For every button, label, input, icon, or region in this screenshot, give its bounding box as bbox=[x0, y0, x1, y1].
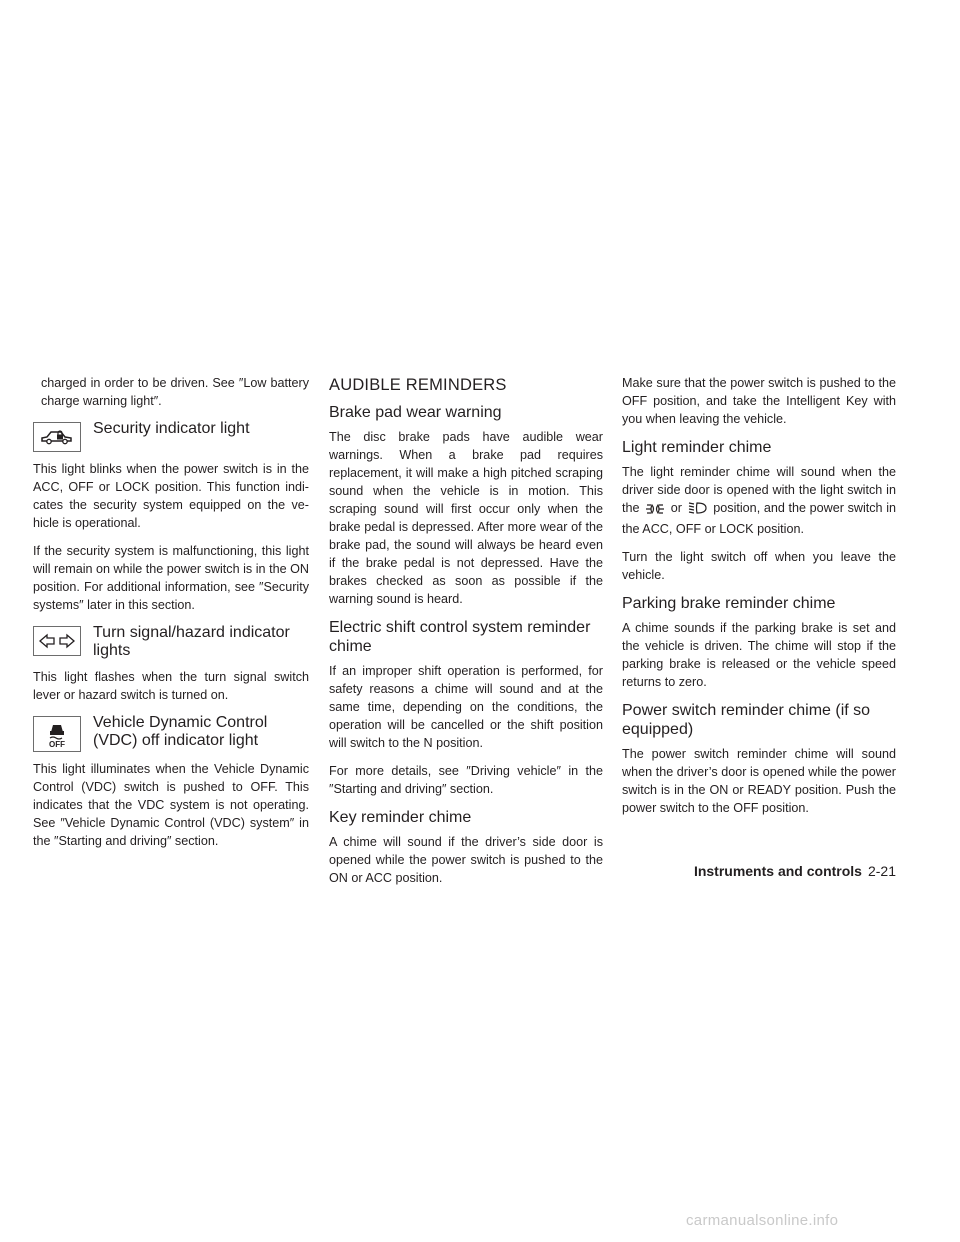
light-reminder-paragraph-2: Turn the light switch off when you leave the vehicle. bbox=[622, 550, 896, 582]
turn-signal-heading bbox=[33, 624, 309, 660]
turn-signal-arrows-icon bbox=[33, 626, 81, 656]
security-paragraph-2: If the security system is malfunctioning, this light will remain on while the power switch is in the ON position. For additional information, see ″Security systems″ later in this section. bbox=[33, 544, 309, 612]
security-indicator-title: Security indicator light bbox=[93, 420, 250, 437]
security-paragraph-1: This light blinks when the power switch is in the ACC, OFF or LOCK position. This function indi-cates the security system equipped on the ve-hicle is operational. bbox=[33, 462, 309, 530]
light-reminder-text-b: position, and the power switch in the ACC, OFF or LOCK position. bbox=[622, 501, 896, 536]
brake-pad-title: Brake pad wear warning bbox=[329, 404, 502, 421]
vdc-off-heading bbox=[33, 714, 309, 752]
audible-reminders-heading: AUDIBLE REMINDERS bbox=[329, 376, 507, 394]
light-reminder-title: Light reminder chime bbox=[622, 439, 772, 456]
right-column bbox=[622, 374, 896, 827]
page-footer bbox=[678, 863, 896, 879]
vdc-off-paragraph: This light illuminates when the Vehicle Dynamic Control (VDC) switch is pushed to OFF. This indicates that the VDC system is not operating. See ″Vehicle Dynamic Control (VDC) system″ in the ″Starting and driving″ section. bbox=[33, 762, 309, 848]
power-switch-paragraph: The power switch reminder chime will sound when the driver’s door is opened while the power switch is in the ON or READY position. Push the power switch to the OFF position. bbox=[622, 747, 896, 815]
car-lock-icon bbox=[33, 422, 81, 452]
middle-column bbox=[329, 374, 603, 897]
watermark: carmanualsonline.info bbox=[686, 1212, 839, 1229]
light-reminder-or: or bbox=[670, 501, 682, 515]
intro-paragraph: charged in order to be driven. See ″Low battery charge warning light″. bbox=[41, 376, 309, 408]
section-name: Instruments and controls bbox=[693, 863, 862, 879]
headlight-icon bbox=[688, 501, 708, 520]
continued-paragraph: Make sure that the power switch is pushed to the OFF position, and take the Intelligent Key with you when leaving the vehicle. bbox=[622, 376, 896, 426]
brake-pad-paragraph: The disc brake pads have audible wear warnings. When a brake pad requires replacement, it will make a high pitched scraping sound when the vehicle is in motion. This scraping sound will first occur only when the brake pedal is depressed. After more wear of the brake pad, the sound will always be heard even if the brake pedal is not depressed. Have the brakes checked as soon as possible if the warning sound is heard. bbox=[329, 430, 603, 606]
light-reminder-text-a: The light reminder chime will sound when the driver side door is opened with the light switch in the bbox=[622, 465, 896, 515]
security-indicator-heading bbox=[33, 420, 309, 452]
left-column bbox=[33, 374, 309, 860]
shift-chime-title: Electric shift control system reminder chime bbox=[329, 619, 591, 655]
vdc-off-icon bbox=[33, 716, 81, 752]
vdc-off-title: Vehicle Dynamic Control (VDC) off indicator light bbox=[93, 714, 268, 749]
shift-chime-paragraph-2: For more details, see ″Driving vehicle″ in the ″Starting and driving″ section. bbox=[329, 764, 603, 796]
parking-brake-title: Parking brake reminder chime bbox=[622, 595, 836, 612]
light-reminder-paragraph-1 bbox=[622, 463, 896, 538]
key-reminder-paragraph: A chime will sound if the driver’s side door is opened while the power switch is pushed to the ON or ACC position. bbox=[329, 835, 603, 885]
shift-chime-paragraph-1: If an improper shift operation is performed, for safety reasons a chime will sound and at the same time, depending on the conditions, the operation will be cancelled or the shift position will switch to the N position. bbox=[329, 664, 603, 750]
turn-signal-title: Turn signal/hazard indicator lights bbox=[93, 624, 290, 659]
page-number: 2-21 bbox=[867, 863, 896, 879]
vdc-off-icon-label: OFF bbox=[49, 740, 65, 748]
parking-light-icon bbox=[645, 502, 665, 520]
power-switch-title: Power switch reminder chime (if so equipped) bbox=[622, 702, 871, 738]
parking-brake-paragraph: A chime sounds if the parking brake is set and the vehicle is driven. The chime will stop if the parking brake is released or the vehicle speed returns to zero. bbox=[622, 621, 896, 689]
key-reminder-title: Key reminder chime bbox=[329, 809, 472, 826]
turn-signal-paragraph: This light flashes when the turn signal switch lever or hazard switch is turned on. bbox=[33, 670, 309, 702]
